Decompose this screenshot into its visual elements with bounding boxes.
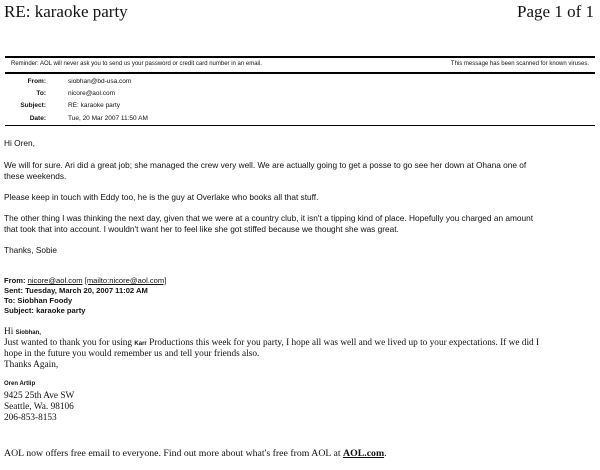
body-p1-line1: We will for sure. Ari did a great job; she managed the crew very well. We are actually going to get a posse to go see her down at Ohana one of	[4, 160, 527, 170]
body-greeting: Hi Oren,	[4, 138, 35, 148]
body-p1-line2: these weekends.	[4, 171, 67, 181]
footer-text: AOL now offers free email to everyone. Find out more about what's free from AOL at	[4, 448, 341, 459]
quoted-to-label: To:	[4, 296, 16, 305]
quoted-line2: hope in the future you would remember us and tell your friends also.	[4, 349, 260, 359]
subject-value: RE: karaoke party	[68, 102, 121, 109]
quoted-subject-value: karaoke party	[36, 306, 86, 315]
aol-link[interactable]: AOL.com	[343, 448, 385, 459]
quoted-line3: Thanks Again,	[4, 360, 59, 370]
page-number: Page 1 of 1	[517, 2, 594, 21]
quoted-line1-b: Productions this week for you party, I hope all was well and we lived up to your expectations. If we did I	[149, 338, 540, 348]
to-value[interactable]: nicore@aol.com	[68, 90, 116, 97]
quoted-sent-value: Tuesday, March 20, 2007 11:02 AM	[25, 286, 148, 295]
signature-address2: Seattle, Wa. 98106	[4, 402, 74, 412]
quoted-subject-label: Subject:	[4, 306, 34, 315]
notice-left: Reminder: AOL will never ask you to send us your password or credit card number in an email.	[11, 61, 262, 67]
aol-footer	[4, 448, 387, 459]
quoted-sent-label: Sent:	[4, 286, 23, 295]
security-notice-bar	[5, 56, 595, 74]
footer-end: .	[384, 448, 387, 459]
body-signoff: Thanks, Sobie	[4, 245, 58, 255]
quoted-company: Karr	[134, 341, 147, 347]
from-value[interactable]: siobhan@bd-usa.com	[68, 78, 132, 85]
date-value: Tue, 20 Mar 2007 11:50 AM	[68, 115, 148, 122]
header-divider	[5, 125, 595, 126]
to-label: To:	[36, 90, 46, 97]
quoted-hi-name: Siobhan,	[15, 330, 41, 336]
signature-phone: 206-853-8153	[4, 413, 57, 423]
page-title: RE: karaoke party	[4, 2, 128, 21]
quoted-hi: Hi	[4, 327, 14, 337]
signature-name: Oren Artlip	[4, 381, 36, 387]
notice-right: This message has been scanned for known viruses.	[450, 61, 589, 67]
quoted-line1-a: Just wanted to thank you for using	[4, 338, 133, 348]
quoted-sent-line	[4, 286, 148, 295]
signature-address1: 9425 25th Ave SW	[4, 391, 75, 401]
body-p3-line2: that took that into account. I wouldn't want her to feel like she got stiffed because we thought she was great.	[4, 224, 399, 234]
body-p3-line1: The other thing I was thinking the next day, given that we were at a country club, it isn't a tipping kind of place. Hopefully you charged an amount	[4, 213, 534, 223]
quoted-from-label: From:	[4, 276, 26, 285]
date-label: Date:	[29, 115, 46, 122]
subject-label: Subject:	[20, 102, 46, 109]
quoted-to-line	[4, 296, 72, 305]
body-p2: Please keep in touch with Eddy too, he is the guy at Overlake who books all that stuff.	[4, 192, 319, 202]
quoted-subject-line	[4, 306, 85, 315]
quoted-from-link[interactable]: nicore@aol.com	[27, 276, 83, 285]
quoted-from-line	[4, 276, 166, 285]
quoted-to-value: Siobhan Foody	[17, 296, 73, 305]
from-label: From:	[27, 78, 46, 85]
quoted-mailto-link[interactable]: [mailto:nicore@aol.com]	[84, 276, 167, 285]
